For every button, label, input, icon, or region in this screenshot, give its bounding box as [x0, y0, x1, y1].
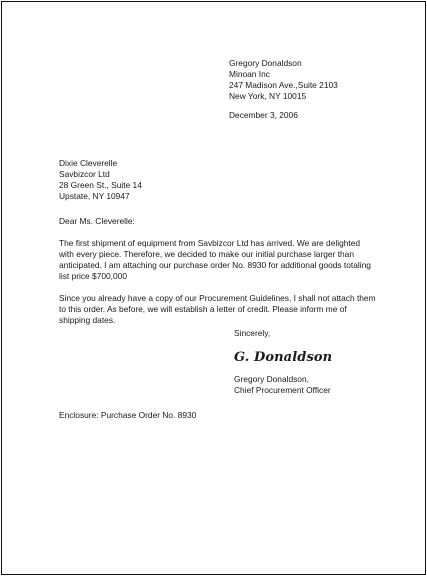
- paragraph-line: shipping dates.: [59, 315, 116, 325]
- letter-date: December 3, 2006: [229, 110, 298, 120]
- signature: G. Donaldson: [234, 350, 333, 365]
- paragraph-line: with every piece. Therefore, we decided to make our initial purchase larger than: [59, 249, 354, 259]
- recipient-address-block: [59, 158, 142, 202]
- paragraph-line: to this order. As before, we will establish a letter of credit. Please inform me of: [59, 304, 347, 314]
- sender-name: Gregory Donaldson: [229, 58, 302, 68]
- paragraph-line: The first shipment of equipment from Savbizcor Ltd has arrived. We are delighted: [59, 238, 361, 248]
- signer-title: Chief Procurement Officer: [234, 385, 331, 395]
- body-paragraph-2: [59, 293, 389, 326]
- paragraph-line: list price $700,000: [59, 271, 127, 281]
- sender-city: New York, NY 10015: [229, 91, 307, 101]
- sender-street: 247 Madison Ave.,Suite 2103: [229, 80, 338, 90]
- recipient-name: Dixie Cleverelle: [59, 158, 118, 168]
- recipient-city: Upstate, NY 10947: [59, 191, 130, 201]
- sender-company: Minoan Inc: [229, 69, 270, 79]
- salutation: Dear Ms. Cleverelle:: [59, 216, 135, 226]
- recipient-street: 28 Green St., Suite 14: [59, 180, 142, 190]
- signer-block: [234, 374, 331, 396]
- paragraph-line: anticipated. I am attaching our purchase order No. 8930 for additional goods totaling: [59, 260, 371, 270]
- sender-address-block: [229, 58, 338, 102]
- body-paragraph-1: [59, 238, 389, 282]
- recipient-company: Savbizcor Ltd: [59, 169, 110, 179]
- enclosure-line: Enclosure: Purchase Order No. 8930: [59, 410, 197, 420]
- signer-name: Gregory Donaldson,: [234, 374, 309, 384]
- letter-page: [1, 1, 426, 575]
- paragraph-line: Since you already have a copy of our Procurement Guidelines, I shall not attach them: [59, 293, 376, 303]
- closing: Sincerely,: [234, 328, 271, 338]
